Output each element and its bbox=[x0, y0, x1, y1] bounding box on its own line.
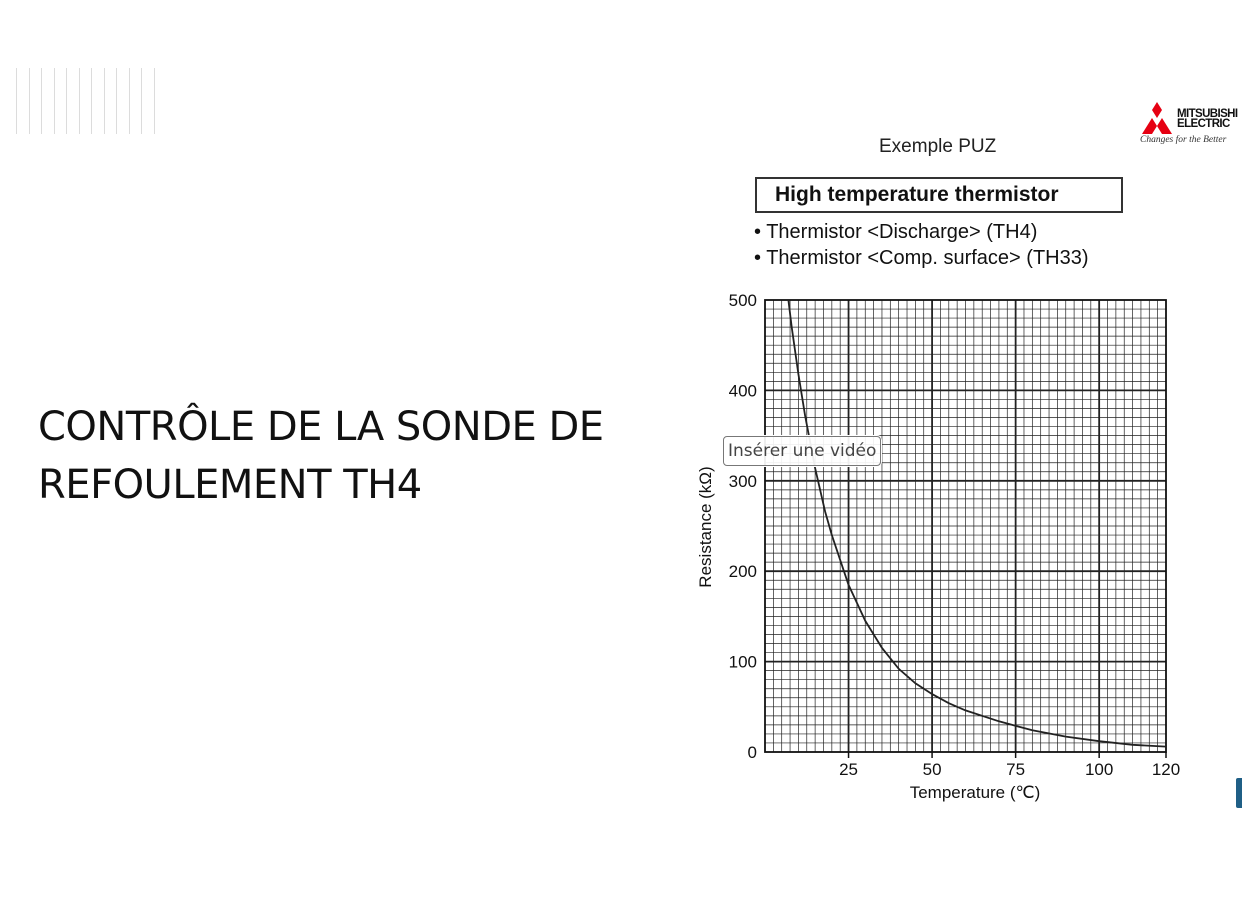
x-tick-label: 120 bbox=[1151, 760, 1181, 779]
slide-title: CONTRÔLE DE LA SONDE DE REFOULEMENT TH4 bbox=[38, 404, 604, 508]
logo-tagline: Changes for the Better bbox=[1140, 135, 1227, 145]
logo-brand-line2: ELECTRIC bbox=[1177, 118, 1230, 130]
y-tick-label: 0 bbox=[747, 743, 757, 762]
x-tick-label: 25 bbox=[839, 760, 859, 779]
chart-subtitle-2: • Thermistor <Comp. surface> (TH33) bbox=[754, 247, 1089, 269]
y-tick-label: 500 bbox=[728, 291, 757, 310]
insert-video-tooltip[interactable]: Insérer une vidéo bbox=[723, 436, 881, 466]
y-axis-label: Resistance (kΩ) bbox=[696, 466, 715, 588]
chart-title: High temperature thermistor bbox=[755, 177, 1123, 213]
y-tick-label: 400 bbox=[728, 381, 757, 401]
logo-brand-line1: MITSUBISHI bbox=[1177, 108, 1238, 120]
y-tick-label: 200 bbox=[728, 562, 757, 582]
side-panel-tab[interactable] bbox=[1236, 778, 1242, 808]
example-label: Exemple PUZ bbox=[879, 136, 997, 157]
y-tick-label: 300 bbox=[728, 471, 757, 491]
x-tick-label: 100 bbox=[1084, 760, 1114, 779]
x-tick-label: 75 bbox=[1006, 760, 1026, 779]
x-axis-label: Temperature (℃) bbox=[909, 783, 1041, 802]
x-tick-label: 50 bbox=[922, 760, 942, 779]
y-tick-label: 100 bbox=[728, 652, 757, 672]
chart-subtitle-1: • Thermistor <Discharge> (TH4) bbox=[754, 221, 1038, 243]
chart-grid bbox=[765, 300, 1166, 752]
